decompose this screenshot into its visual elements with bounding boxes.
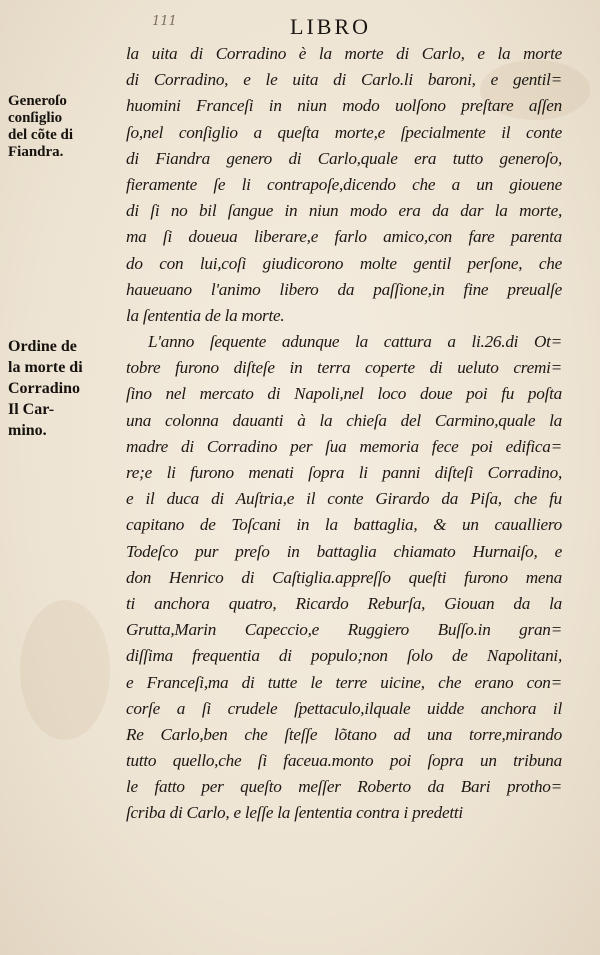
text-line: di Fiandra genero di Carlo,quale era tutto generoſo,: [126, 148, 562, 168]
text-line: re;e li furono menati ſopra li panni diſteſi Corradino,: [126, 463, 562, 482]
text-line: di ſi no bil ſangue in niun modo era da dar la morte,: [126, 201, 562, 221]
margin-note-line: la morte di: [8, 359, 83, 376]
text-line: madre di Corradino per ſua memoria fece poi edifica=: [126, 436, 562, 456]
text-line: una colonna dauanti à la chieſa del Carmino,quale la: [126, 410, 562, 430]
margin-note-line: conſiglio: [8, 110, 63, 126]
text-line: Re Carlo,ben che ſteſſe lõtano ad una torre,mirando: [126, 724, 562, 744]
text-line: ſino nel mercato di Napoli,nel loco doue poi fu poſta: [126, 384, 562, 404]
text-line: ti anchora quatro, Ricardo Reburſa, Giouan da la: [126, 593, 562, 613]
text-line: fieramente ſe li contrapoſe,dicendo che a un giouene: [126, 174, 562, 194]
text-line: corſe a ſi crudele ſpettaculo,ilquale uidde anchora il: [126, 698, 562, 718]
text-line: le fatto per queſto meſſer Roberto da Bari protho=: [126, 777, 562, 797]
text-line: tutto quello,che ſi faceua.monto poi ſopra un tribuna: [126, 751, 562, 771]
paper-stain: [20, 600, 110, 740]
text-line: ma ſi doueua liberare,e farlo amico,con fare parenta: [126, 227, 562, 247]
margin-note-line: del cõte di: [8, 127, 73, 143]
text-line: Grutta,Marin Capeccio,e Ruggiero Buſſo.in gran=: [126, 620, 562, 640]
page-number: 111: [152, 14, 177, 29]
text-line: e Franceſi,ma di tutte le terre uicine, che erano con=: [126, 672, 562, 692]
text-line: e il duca di Auſtria,e il conte Girardo da Piſa, che fu: [126, 489, 562, 509]
margin-note-line: mino.: [8, 422, 47, 439]
text-line: la uita di Corradino è la morte di Carlo, e la morte: [126, 44, 562, 63]
text-line: diſſima frequentia di populo;non ſolo de Napolitani,: [126, 646, 562, 666]
text-line: don Henrico di Caſtiglia.appreſſo queſti furono mena: [126, 567, 562, 587]
margin-note-line: Il Car-: [8, 401, 55, 418]
text-line: haueuano l'animo libero da paſſione,in fine preualſe: [126, 279, 562, 299]
text-line: Todeſco pur preſo in battaglia chiamato Hurnaiſo, e: [126, 541, 562, 561]
text-line: tobre furono diſteſe in terra coperte di ueluto cremi=: [126, 358, 562, 378]
text-line: huomini Franceſi in niun modo uolſono preſtare aſſen: [126, 96, 562, 116]
margin-note-line: Corradino: [8, 380, 80, 397]
text-line: capitano de Toſcani in la battaglia, & un caualliero: [126, 515, 562, 535]
body-text: [126, 41, 562, 827]
running-head: LIBRO: [290, 14, 371, 39]
margin-note-line: Fiandra.: [8, 144, 64, 160]
text-line: ſcriba di Carlo, e leſſe la ſententia contra i predetti: [126, 803, 463, 823]
text-line: ſo,nel conſiglio a queſta morte,e ſpecialmente il conte: [126, 122, 562, 142]
text-line: di Corradino, e le uita di Carlo.li baroni, e gentil=: [126, 70, 562, 90]
margin-note-line: Generoſo: [8, 93, 67, 109]
text-line: la ſententia de la morte.: [126, 305, 285, 325]
text-line: do con lui,coſi giudicorono molte gentil perſone, che: [126, 253, 562, 273]
margin-note-line: Ordine de: [8, 338, 77, 355]
margin-note-execution-order: [8, 336, 126, 441]
margin-note-generous-counsel: [8, 93, 126, 161]
text-line: L'anno ſequente adunque la cattura a li.26.di Ot=: [148, 332, 562, 352]
